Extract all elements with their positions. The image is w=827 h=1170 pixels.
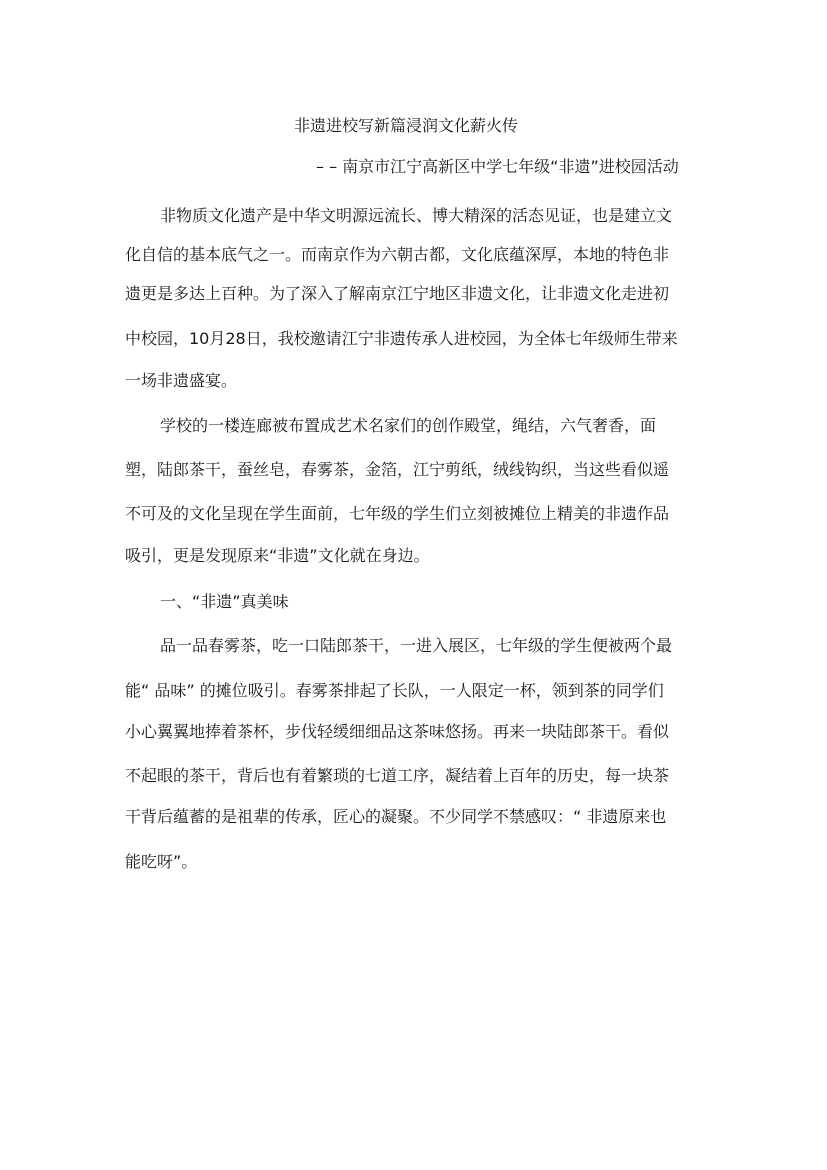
paragraph-1-line-1: 非物质文化遗产是中华文明源远流长、博大精深的活态见证，也是建立文: [160, 206, 673, 225]
paragraph-1-line-4: 中校园，10月28日，我校邀请江宁非遗传承人进校园，为全体七年级师生带来: [125, 329, 678, 348]
paragraph-1-line-5: 一场非遗盛宴。: [125, 371, 238, 390]
paragraph-3-line-6: 能吃呀”。: [125, 852, 198, 871]
paragraph-2-line-3: 不可及的文化呈现在学生面前，七年级的学生们立刻被摊位上精美的非遗作品: [125, 504, 670, 523]
document-title: 非遗进校写新篇浸润文化薪火传: [294, 116, 519, 135]
section-heading-1: 一、“非遗”真美味: [160, 592, 289, 611]
paragraph-2-line-2: 塑，陆郎茶干，蚕丝皂，春雾茶，金箔，江宁剪纸，绒线钩织，当这些看似遥: [125, 460, 670, 479]
paragraph-3-line-4: 不起眼的茶干，背后也有着繁琐的七道工序，凝结着上百年的历史，每一块茶: [125, 766, 670, 785]
paragraph-3-line-5: 干背后蕴蓄的是祖辈的传承，匠心的凝聚。不少同学不禁感叹：“ 非遗原来也: [125, 807, 667, 826]
paragraph-2-line-4: 吸引，更是发现原来“非遗”文化就在身边。: [125, 546, 430, 565]
paragraph-1-line-2: 化自信的基本底气之一。而南京作为六朝古都，文化底蕴深厚，本地的特色非: [125, 245, 670, 264]
paragraph-3-line-1: 品一品春雾茶，吃一口陆郎茶干，一进入展区，七年级的学生便被两个最: [160, 636, 673, 655]
paragraph-3-line-2: 能“ 品味” 的摊位吸引。春雾茶排起了长队，一人限定一杯，领到茶的同学们: [125, 681, 664, 700]
document-subtitle: – – 南京市江宁高新区中学七年级“非遗”进校园活动: [316, 157, 679, 176]
paragraph-1-line-3: 遗更是多达上百种。为了深入了解南京江宁地区非遗文化，让非遗文化走进初: [125, 284, 670, 303]
paragraph-3-line-3: 小心翼翼地捧着茶杯，步伐轻缓细细品这茶味悠扬。再来一块陆郎茶干。看似: [125, 722, 670, 741]
paragraph-2-line-1: 学校的一楼连廊被布置成艺术名家们的创作殿堂，绳结，六气奢香，面: [160, 416, 657, 435]
